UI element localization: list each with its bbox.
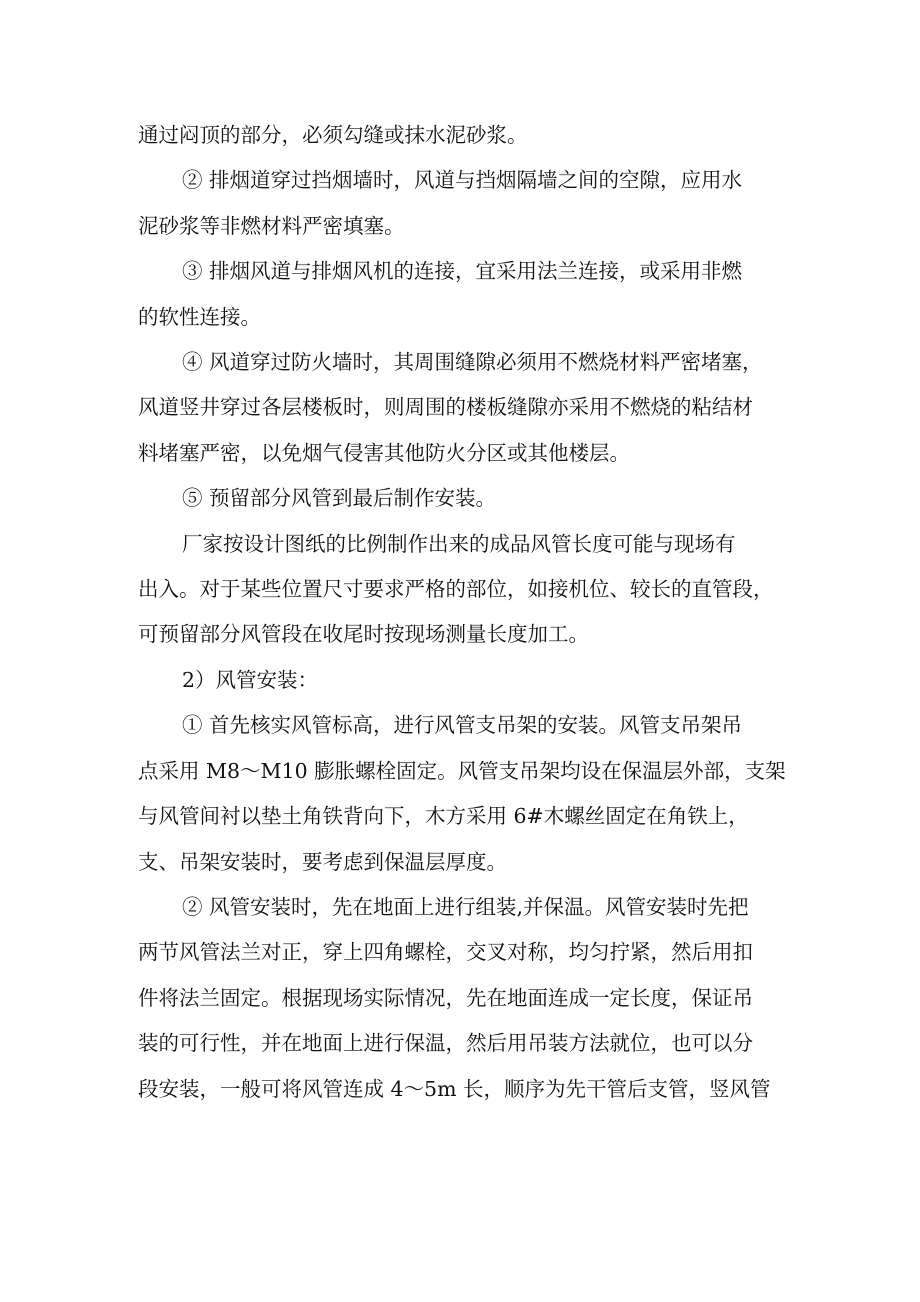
text-line: 支、吊架安装时，要考虑到保温层厚度。 [138,849,507,874]
text-line: 的软性连接。 [138,304,261,329]
text-line: ② 排烟道穿过挡烟墙时，风道与挡烟隔墙之间的空隙，应用水 [182,168,743,193]
text-line: ④ 风道穿过防火墙时，其周围缝隙必须用不燃烧材料严密堵塞， [182,350,763,375]
text-line: ① 首先核实风管标高，进行风管支吊架的安装。风管支吊架吊 [182,713,743,738]
text-line: 件将法兰固定。根据现场实际情况，先在地面连成一定长度，保证吊 [138,985,753,1010]
paragraph-7 [138,658,788,703]
text-line: 泥砂浆等非燃材料严密填塞。 [138,213,405,238]
text-line: ② 风管安装时，先在地面上进行组装,并保温。风管安装时先把 [182,894,749,919]
text-line: 可预留部分风管段在收尾时按现场测量长度加工。 [138,622,589,647]
text-line: 装的可行性，并在地面上进行保温，然后用吊装方法就位，也可以分 [138,1031,753,1056]
paragraph-1 [138,113,788,158]
text-line: 与风管间衬以垫土角铁背向下，木方采用 6#木螺丝固定在角铁上， [138,804,749,829]
text-line: 两节风管法兰对正，穿上四角螺栓，交叉对称，均匀拧紧，然后用扣 [138,940,753,965]
text-line: 段安装，一般可将风管连成 4～5m 长，顺序为先干管后支管，竖风管 [138,1076,771,1101]
paragraph-9 [138,885,788,1112]
text-line: 风道竖井穿过各层楼板时，则周围的楼板缝隙亦采用不燃烧的粘结材 [138,395,753,420]
paragraph-6 [138,522,788,658]
section-heading: 2）风管安装： [182,667,319,692]
paragraph-3 [138,249,788,340]
text-line: ③ 排烟风道与排烟风机的连接，宜采用法兰连接，或采用非燃 [182,259,743,284]
paragraph-5 [138,476,788,521]
text-line: 厂家按设计图纸的比例制作出来的成品风管长度可能与现场有 [182,531,736,556]
text-line: 通过闷顶的部分，必须勾缝或抹水泥砂浆。 [138,123,528,147]
text-line: 出入。对于某些位置尺寸要求严格的部位，如接机位、较长的直管段， [138,577,774,602]
paragraph-4 [138,340,788,476]
text-line: ⑤ 预留部分风管到最后制作安装。 [182,486,497,511]
document-body [138,113,788,1112]
paragraph-8 [138,703,788,885]
text-line: 点采用 M8～M10 膨胀螺栓固定。风管支吊架均设在保温层外部，支架 [138,758,786,783]
text-line: 料堵塞严密，以免烟气侵害其他防火分区或其他楼层。 [138,440,630,465]
paragraph-2 [138,158,788,249]
